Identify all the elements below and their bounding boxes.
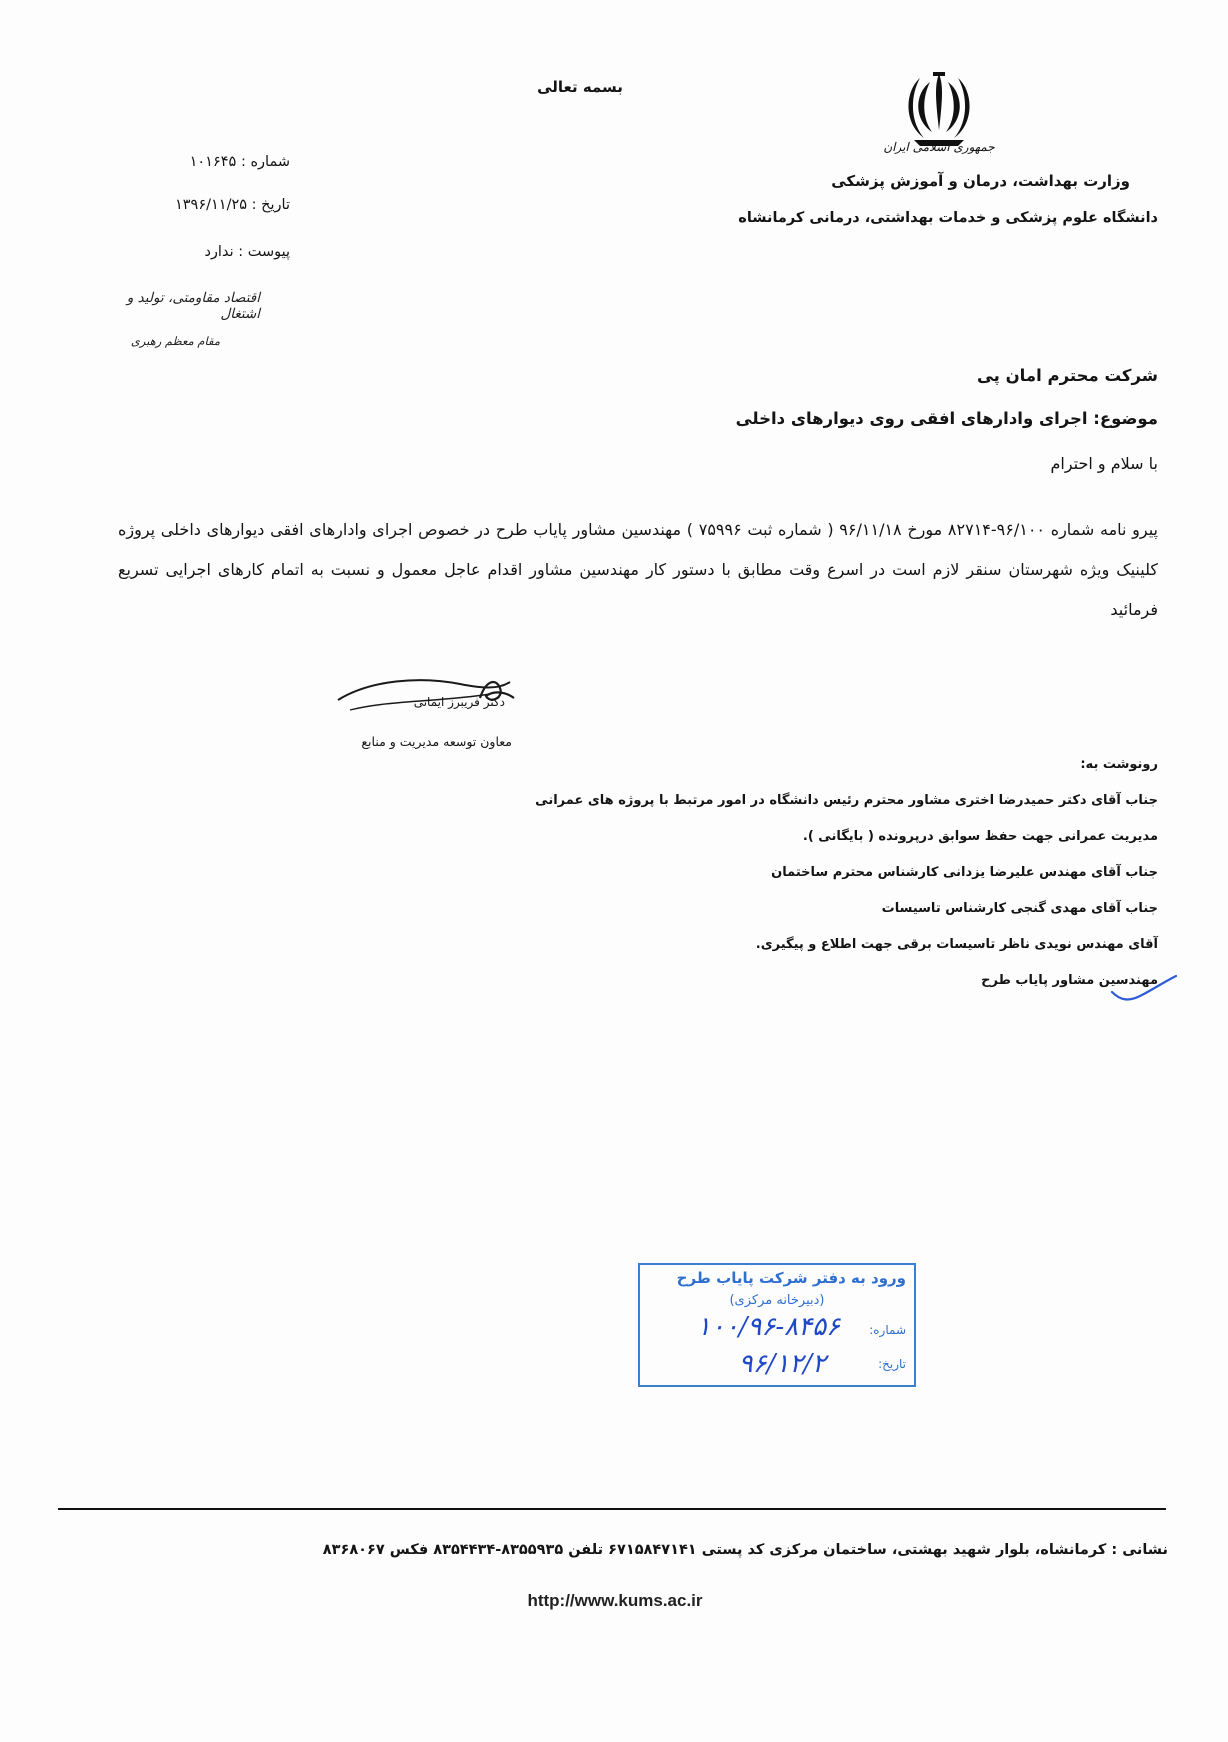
- cc-item: جناب آقای مهندس علیرضا یزدانی کارشناس محترم ساختمان: [771, 865, 1158, 880]
- footer-divider: [58, 1508, 1166, 1510]
- footer-address: نشانی : کرمانشاه، بلوار شهید بهشتی، ساختمان مرکزی کد پستی ۶۷۱۵۸۴۷۱۴۱ تلفن ۸۳۵۵۹۳۵-۸۳۵۴۴۳۴ فکس ۸۳۶۸۰۶۷: [322, 1542, 1168, 1558]
- letter-number: شماره : ۱۰۱۶۴۵: [189, 154, 290, 170]
- stamp-number: ۱۰۰/۹۶-۸۴۵۶: [696, 1312, 840, 1342]
- stamp-date-label: تاریخ:: [878, 1357, 906, 1371]
- signatory-title: معاون توسعه مدیریت و منابع: [361, 734, 512, 749]
- cc-item: مهندسین مشاور پایاب طرح: [981, 973, 1158, 988]
- stamp-title: ورود به دفتر شرکت پایاب طرح: [676, 1269, 906, 1287]
- bismillah: بسمه تعالی: [537, 78, 623, 96]
- stamp-date: ۹۶/۱۲/۲: [738, 1349, 826, 1379]
- republic-caption: جمهوری اسلامی ایران: [883, 140, 995, 154]
- signatory-name: دکتر فریبرز ایمانی: [413, 695, 505, 709]
- cc-item: جناب آقای مهدی گنجی کارشناس تاسیسات: [881, 901, 1158, 916]
- ministry-name: وزارت بهداشت، درمان و آموزش پزشکی: [831, 172, 1130, 190]
- university-name: دانشگاه علوم پزشکی و خدمات بهداشتی، درمانی کرمانشاه: [738, 210, 1158, 226]
- stamp-number-label: شماره:: [869, 1323, 906, 1337]
- footer-website: http://www.kums.ac.ir: [527, 1591, 703, 1610]
- slogan-attribution: مقام معظم رهبری: [130, 334, 220, 348]
- greeting: با سلام و احترام: [1050, 454, 1158, 473]
- stamp-subtitle: (دبیرخانه مرکزی): [729, 1293, 825, 1308]
- handwritten-checkmark-icon: [1110, 970, 1180, 1010]
- cc-title: رونوشت به:: [1080, 757, 1158, 772]
- iran-emblem-icon: [900, 68, 978, 148]
- cc-item: مدیریت عمرانی جهت حفظ سوابق درپرونده ( بایگانی ).: [802, 829, 1158, 844]
- received-stamp: [638, 1263, 916, 1387]
- cc-list: [340, 790, 1158, 1006]
- cc-item: جناب آقای دکتر حمیدرضا اختری مشاور محترم رئیس دانشگاه در امور مرتبط با پروژه های عمرانی: [535, 793, 1158, 808]
- letter-date: تاریخ : ۱۳۹۶/۱۱/۲۵: [174, 197, 290, 213]
- slogan: اقتصاد مقاومتی، تولید و اشتغال: [126, 290, 260, 322]
- letter-attachment: پیوست : ندارد: [204, 244, 290, 260]
- letter-body: پیرو نامه شماره ۹۶/۱۰۰-۸۲۷۱۴ مورخ ۹۶/۱۱/۱۸ ( شماره ثبت ۷۵۹۹۶ ) مهندسین مشاور پایاب طرح در خصوص اجرای وادارهای افقی دیوارهای داخلی پروژه کلینیک ویژه شهرستان سنقر لازم است در اسرع وقت مطابق با دستور کار مهندسین مشاور اقدام عاجل معمول و نسبت به اتمام کارهای اجرایی تسریع فرمائید: [118, 520, 1159, 619]
- cc-item: آقای مهندس نویدی ناظر تاسیسات برقی جهت اطلاع و پیگیری.: [755, 937, 1158, 952]
- recipient: شرکت محترم امان پی: [976, 366, 1158, 385]
- subject-line: موضوع: اجرای وادارهای افقی روی دیوارهای داخلی: [735, 409, 1158, 428]
